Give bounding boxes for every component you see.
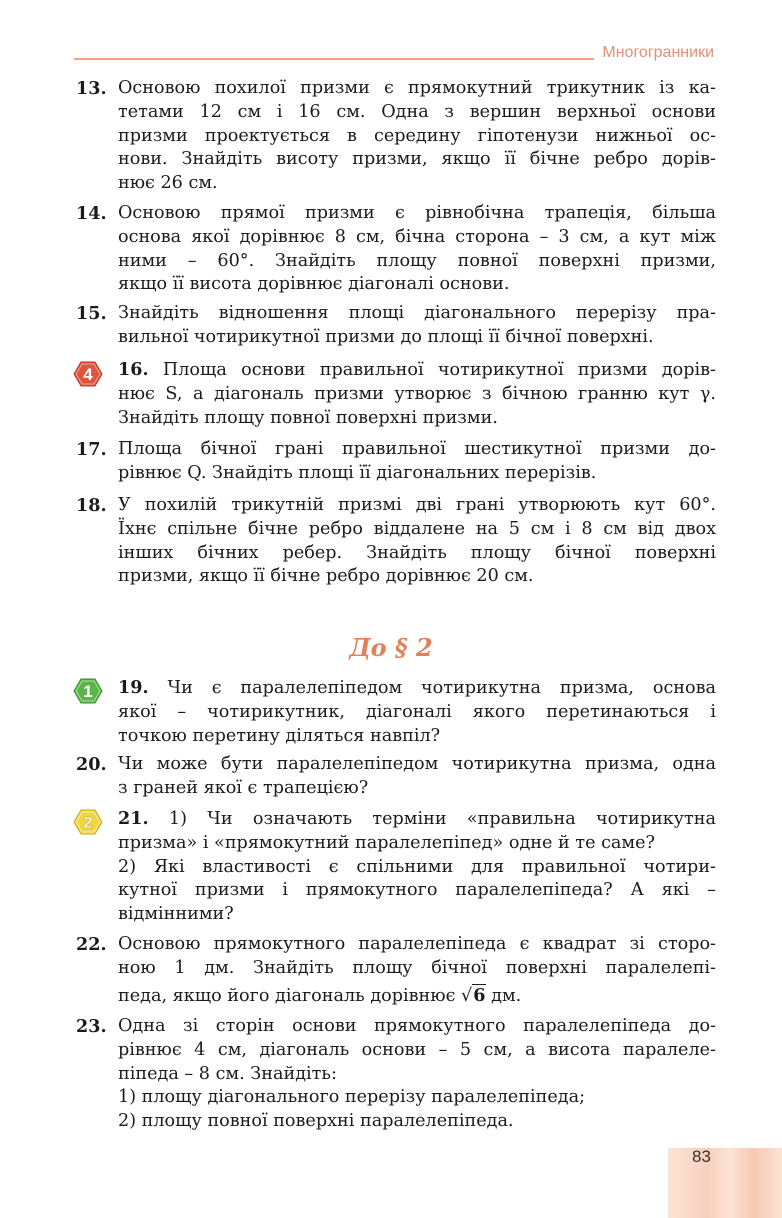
text-line: Знайдіть відношення площі діагонального перерізу пра-: [118, 303, 716, 323]
text-line: кутної призми і прямокутного паралелепіпеда? А які –: [118, 880, 716, 901]
text-line: якщо її висота дорівнює діагоналі основи.: [118, 274, 510, 295]
radicand: 6: [473, 984, 486, 1006]
problem-number: 17.: [76, 439, 107, 460]
text-line: 2) площу повної поверхні паралелепіпеда.: [118, 1111, 514, 1132]
problem-22: [76, 933, 716, 1008]
problem-number: 22.: [76, 934, 107, 955]
square-root: √6: [461, 984, 486, 1006]
text-line: тетами 12 см і 16 см. Одна з вершин верхньої основи: [118, 101, 716, 122]
text-line: педа, якщо його діагональ дорівнює: [118, 985, 456, 1006]
text-line: 1) Чи означають терміни «правильна чотирикутна: [168, 809, 716, 829]
text-line: Чи може бути паралелепіпедом чотирикутна призма, одна: [118, 754, 716, 774]
header-rule: [74, 58, 594, 60]
problem-number: 15.: [76, 303, 107, 324]
text-line: з граней якої є трапецією?: [118, 777, 369, 798]
text-line: Площа основи правильної чотирикутної призми дорів-: [162, 360, 717, 380]
problem-number: 14.: [76, 203, 107, 224]
text-line: Їхнє спільне бічне ребро віддалене на 5 см і 8 см від двох: [118, 518, 716, 539]
text-line: піпеда – 8 см. Знайдіть:: [118, 1063, 337, 1084]
page-corner-decoration: [668, 1148, 782, 1218]
problem-number: 20.: [76, 754, 107, 775]
text-line: 1) площу діагонального перерізу паралелепіпеда;: [118, 1087, 586, 1108]
svg-text:2: 2: [83, 813, 93, 832]
problem-number: 21.: [118, 808, 149, 829]
text-line: точкою перетину діляться навпіл?: [118, 725, 441, 746]
problem-14: [76, 202, 716, 297]
section-title: До § 2: [349, 633, 433, 662]
text-line: призми проектується в середину гіпотенузи нижньої ос-: [118, 125, 716, 146]
page-number: 83: [692, 1147, 711, 1166]
problem-19: [76, 676, 716, 748]
problem-18: [76, 494, 716, 589]
running-title: Многогранники: [602, 44, 714, 61]
problem-number: 23.: [76, 1016, 107, 1037]
text-line: ною 1 дм. Знайдіть площу бічної поверхні паралелепі-: [118, 957, 716, 978]
text-line: ними – 60°. Знайдіть площу повної поверхні призми,: [118, 250, 716, 271]
svg-text:4: 4: [83, 365, 93, 384]
problem-21: [76, 807, 716, 927]
text-line: Знайдіть площу повної поверхні призми.: [118, 407, 498, 428]
text-line: основа якої дорівнює 8 см, бічна сторона – 3 см, а кут між: [118, 226, 716, 247]
problem-20: [76, 753, 716, 801]
problem-number: 18.: [76, 495, 107, 516]
text-line: Основою прямокутного паралелепіпеда є квадрат зі сторо-: [118, 934, 716, 954]
text-line: відмінними?: [118, 904, 234, 925]
text-line: Основою прямої призми є рівнобічна трапеція, більша: [118, 203, 716, 223]
text-line: Площа бічної грані правильної шестикутної призми до-: [118, 439, 716, 459]
text-line: призма» і «прямокутний паралелепіпед» одне й те саме?: [118, 832, 655, 853]
text-line: нює S, а діагональ призми утворює з бічною гранню кут γ.: [118, 383, 716, 404]
text-line: нови. Знайдіть висоту призми, якщо її бічне ребро дорів-: [118, 149, 716, 170]
problem-number: 19.: [118, 677, 149, 698]
problem-16: [76, 358, 716, 430]
text-line: Одна зі сторін основи прямокутного паралелепіпеда до-: [118, 1016, 716, 1036]
problem-17: [76, 438, 716, 486]
problem-23: [76, 1015, 716, 1134]
text-line: У похилій трикутній призмі дві грані утворюють кут 60°.: [118, 495, 716, 515]
problem-15: [76, 302, 716, 350]
text-line: рівнює 4 см, діагональ основи – 5 см, а висота паралеле-: [118, 1039, 716, 1060]
text-line: Чи є паралелепіпедом чотирикутна призма, основа: [167, 678, 717, 698]
problem-13: [76, 77, 716, 196]
text-line: рівнює Q. Знайдіть площі її діагональних перерізів.: [118, 462, 597, 483]
text-line: призми, якщо її бічне ребро дорівнює 20 см.: [118, 566, 534, 587]
text-line: Основою похилої призми є прямокутний трикутник із ка-: [118, 78, 716, 98]
problem-number: 16.: [118, 359, 149, 380]
text-line: нює 26 см.: [118, 173, 218, 194]
text-line: вильної чотирикутної призми до площі її бічної поверхні.: [118, 326, 654, 347]
svg-text:1: 1: [83, 682, 93, 701]
text-line: інших бічних ребер. Знайдіть площу бічної поверхні: [118, 542, 716, 563]
text-line: 2) Які властивості є спільними для правильної чотири-: [118, 856, 716, 877]
text-line: дм.: [485, 985, 522, 1006]
text-line: якої – чотирикутник, діагоналі якого перетинаються і: [118, 701, 716, 722]
problem-number: 13.: [76, 78, 107, 99]
